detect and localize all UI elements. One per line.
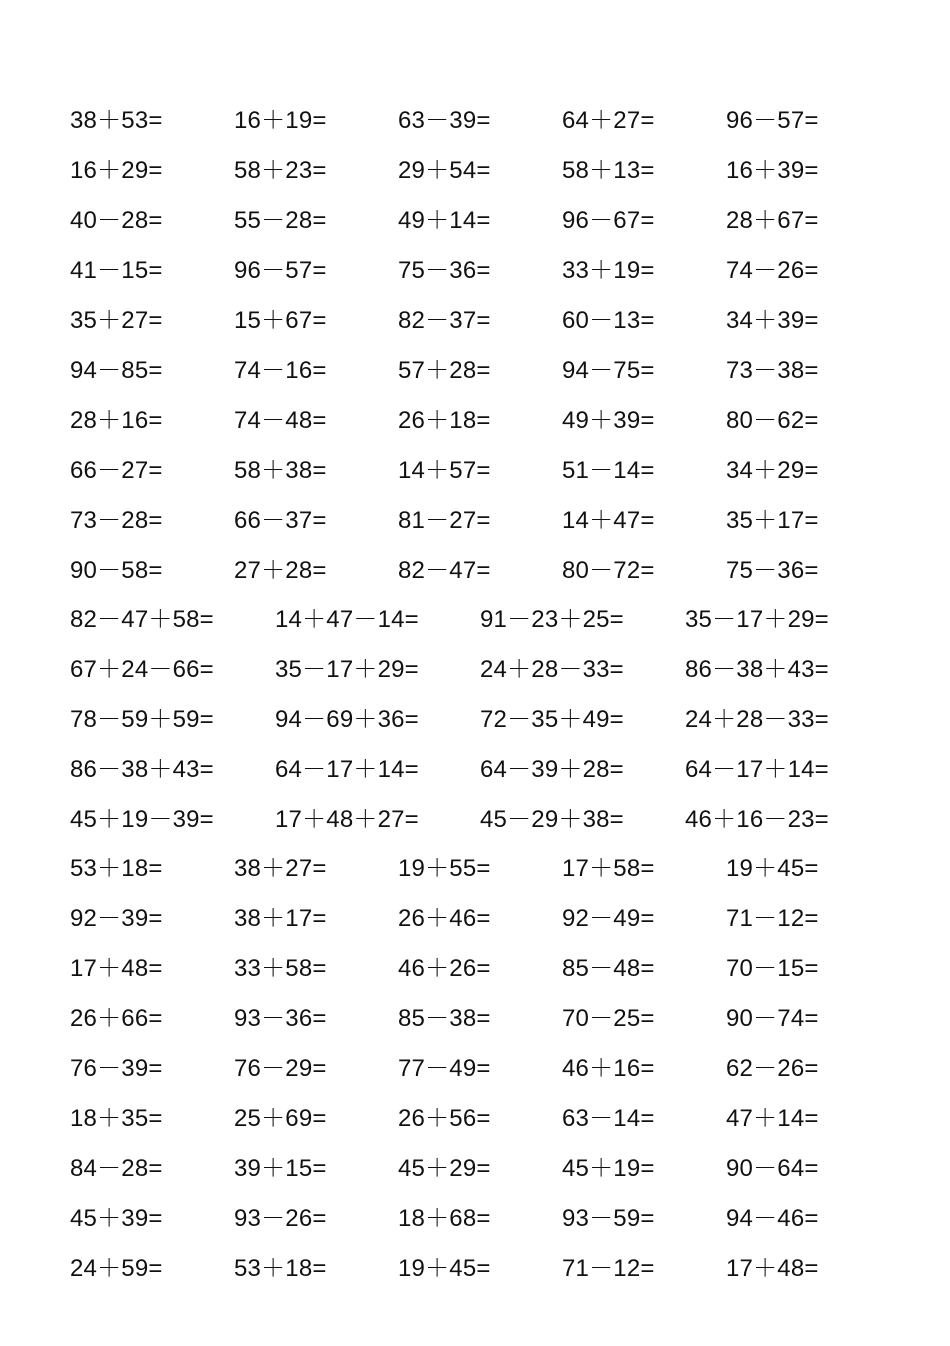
math-problem: 35＋27= xyxy=(70,306,163,334)
math-problem: 64＋27= xyxy=(562,106,655,134)
math-problem: 18＋35= xyxy=(70,1104,163,1132)
problem-row xyxy=(70,840,890,890)
problem-row xyxy=(70,92,890,142)
math-problem: 76－39= xyxy=(70,1054,163,1082)
problem-row xyxy=(70,890,890,940)
problem-row xyxy=(70,1040,890,1090)
problem-row xyxy=(70,1140,890,1190)
math-problem: 19＋55= xyxy=(398,854,491,882)
math-problem: 27＋28= xyxy=(234,556,327,584)
math-problem: 17＋48＋27= xyxy=(275,805,419,833)
math-problem: 26＋18= xyxy=(398,406,491,434)
problem-row xyxy=(70,242,890,292)
math-problem: 57＋28= xyxy=(398,356,491,384)
math-problem: 17＋48= xyxy=(726,1254,819,1282)
math-problem: 38＋53= xyxy=(70,106,163,134)
math-problem: 84－28= xyxy=(70,1154,163,1182)
math-problem: 17＋58= xyxy=(562,854,655,882)
math-problem: 63－14= xyxy=(562,1104,655,1132)
math-problem: 86－38＋43= xyxy=(70,755,214,783)
worksheet-section-1 xyxy=(70,92,890,592)
math-problem: 26＋66= xyxy=(70,1004,163,1032)
math-problem: 93－26= xyxy=(234,1204,327,1232)
math-problem: 78－59＋59= xyxy=(70,705,214,733)
math-problem: 62－26= xyxy=(726,1054,819,1082)
math-problem: 80－62= xyxy=(726,406,819,434)
math-problem: 92－39= xyxy=(70,904,163,932)
math-problem: 45＋29= xyxy=(398,1154,491,1182)
math-problem: 19＋45= xyxy=(726,854,819,882)
math-problem: 58＋23= xyxy=(234,156,327,184)
math-problem: 45＋39= xyxy=(70,1204,163,1232)
math-problem: 45＋19= xyxy=(562,1154,655,1182)
problem-row xyxy=(70,342,890,392)
math-problem: 85－38= xyxy=(398,1004,491,1032)
math-problem: 24＋59= xyxy=(70,1254,163,1282)
math-problem: 46＋16= xyxy=(562,1054,655,1082)
math-problem: 41－15= xyxy=(70,256,163,284)
math-problem: 64－17＋14= xyxy=(685,755,829,783)
math-problem: 82－47＋58= xyxy=(70,605,214,633)
math-problem: 92－49= xyxy=(562,904,655,932)
math-problem: 60－13= xyxy=(562,306,655,334)
math-problem: 24＋28－33= xyxy=(685,705,829,733)
math-problem: 71－12= xyxy=(562,1254,655,1282)
math-problem: 67＋24－66= xyxy=(70,655,214,683)
math-problem: 53＋18= xyxy=(234,1254,327,1282)
math-problem: 39＋15= xyxy=(234,1154,327,1182)
math-problem: 16＋29= xyxy=(70,156,163,184)
math-problem: 14＋57= xyxy=(398,456,491,484)
math-problem: 96－57= xyxy=(234,256,327,284)
math-problem: 34＋29= xyxy=(726,456,819,484)
problem-row xyxy=(70,741,890,791)
math-problem: 74－26= xyxy=(726,256,819,284)
math-problem: 24＋28－33= xyxy=(480,655,624,683)
math-problem: 85－48= xyxy=(562,954,655,982)
problem-row xyxy=(70,1090,890,1140)
math-problem: 49＋39= xyxy=(562,406,655,434)
math-problem: 81－27= xyxy=(398,506,491,534)
math-problem: 96－67= xyxy=(562,206,655,234)
math-problem: 55－28= xyxy=(234,206,327,234)
math-problem: 28＋16= xyxy=(70,406,163,434)
math-problem: 35－17＋29= xyxy=(275,655,419,683)
math-problem: 17＋48= xyxy=(70,954,163,982)
math-problem: 90－58= xyxy=(70,556,163,584)
math-problem: 94－75= xyxy=(562,356,655,384)
math-problem: 72－35＋49= xyxy=(480,705,624,733)
math-problem: 82－37= xyxy=(398,306,491,334)
math-problem: 49＋14= xyxy=(398,206,491,234)
math-problem: 63－39= xyxy=(398,106,491,134)
math-problem: 45－29＋38= xyxy=(480,805,624,833)
math-problem: 66－27= xyxy=(70,456,163,484)
problem-row xyxy=(70,392,890,442)
math-problem: 38＋17= xyxy=(234,904,327,932)
math-problem: 14＋47－14= xyxy=(275,605,419,633)
math-problem: 73－28= xyxy=(70,506,163,534)
math-problem: 90－74= xyxy=(726,1004,819,1032)
problem-row xyxy=(70,292,890,342)
math-problem: 64－39＋28= xyxy=(480,755,624,783)
math-problem: 74－48= xyxy=(234,406,327,434)
math-problem: 74－16= xyxy=(234,356,327,384)
math-problem: 47＋14= xyxy=(726,1104,819,1132)
math-problem: 26＋56= xyxy=(398,1104,491,1132)
math-problem: 73－38= xyxy=(726,356,819,384)
math-problem: 19＋45= xyxy=(398,1254,491,1282)
problem-row xyxy=(70,641,890,691)
math-problem: 51－14= xyxy=(562,456,655,484)
problem-row xyxy=(70,691,890,741)
problem-row xyxy=(70,940,890,990)
math-problem: 75－36= xyxy=(726,556,819,584)
problem-row xyxy=(70,542,890,592)
problem-row xyxy=(70,442,890,492)
math-problem: 46＋26= xyxy=(398,954,491,982)
math-problem: 35＋17= xyxy=(726,506,819,534)
math-problem: 35－17＋29= xyxy=(685,605,829,633)
math-problem: 53＋18= xyxy=(70,854,163,882)
problem-row xyxy=(70,1190,890,1240)
worksheet-section-2 xyxy=(70,591,890,841)
worksheet-section-3 xyxy=(70,840,890,1290)
math-problem: 96－57= xyxy=(726,106,819,134)
math-problem: 93－36= xyxy=(234,1004,327,1032)
math-problem: 70－15= xyxy=(726,954,819,982)
math-problem: 25＋69= xyxy=(234,1104,327,1132)
math-problem: 16＋39= xyxy=(726,156,819,184)
math-problem: 28＋67= xyxy=(726,206,819,234)
math-problem: 91－23＋25= xyxy=(480,605,624,633)
math-problem: 70－25= xyxy=(562,1004,655,1032)
math-problem: 82－47= xyxy=(398,556,491,584)
math-problem: 90－64= xyxy=(726,1154,819,1182)
math-problem: 93－59= xyxy=(562,1204,655,1232)
problem-row xyxy=(70,492,890,542)
math-problem: 86－38＋43= xyxy=(685,655,829,683)
math-problem: 94－69＋36= xyxy=(275,705,419,733)
math-problem: 38＋27= xyxy=(234,854,327,882)
math-problem: 16＋19= xyxy=(234,106,327,134)
problem-row xyxy=(70,990,890,1040)
problem-row xyxy=(70,192,890,242)
problem-row xyxy=(70,1240,890,1290)
math-problem: 76－29= xyxy=(234,1054,327,1082)
problem-row xyxy=(70,142,890,192)
math-problem: 45＋19－39= xyxy=(70,805,214,833)
math-problem: 34＋39= xyxy=(726,306,819,334)
math-problem: 71－12= xyxy=(726,904,819,932)
math-problem: 26＋46= xyxy=(398,904,491,932)
math-problem: 58＋38= xyxy=(234,456,327,484)
math-problem: 80－72= xyxy=(562,556,655,584)
math-problem: 94－46= xyxy=(726,1204,819,1232)
math-problem: 75－36= xyxy=(398,256,491,284)
math-problem: 33＋58= xyxy=(234,954,327,982)
math-problem: 18＋68= xyxy=(398,1204,491,1232)
math-problem: 33＋19= xyxy=(562,256,655,284)
math-problem: 77－49= xyxy=(398,1054,491,1082)
math-problem: 14＋47= xyxy=(562,506,655,534)
math-problem: 29＋54= xyxy=(398,156,491,184)
problem-row xyxy=(70,591,890,641)
math-problem: 64－17＋14= xyxy=(275,755,419,783)
math-problem: 15＋67= xyxy=(234,306,327,334)
problem-row xyxy=(70,791,890,841)
math-problem: 66－37= xyxy=(234,506,327,534)
math-problem: 94－85= xyxy=(70,356,163,384)
math-problem: 58＋13= xyxy=(562,156,655,184)
math-problem: 40－28= xyxy=(70,206,163,234)
math-problem: 46＋16－23= xyxy=(685,805,829,833)
